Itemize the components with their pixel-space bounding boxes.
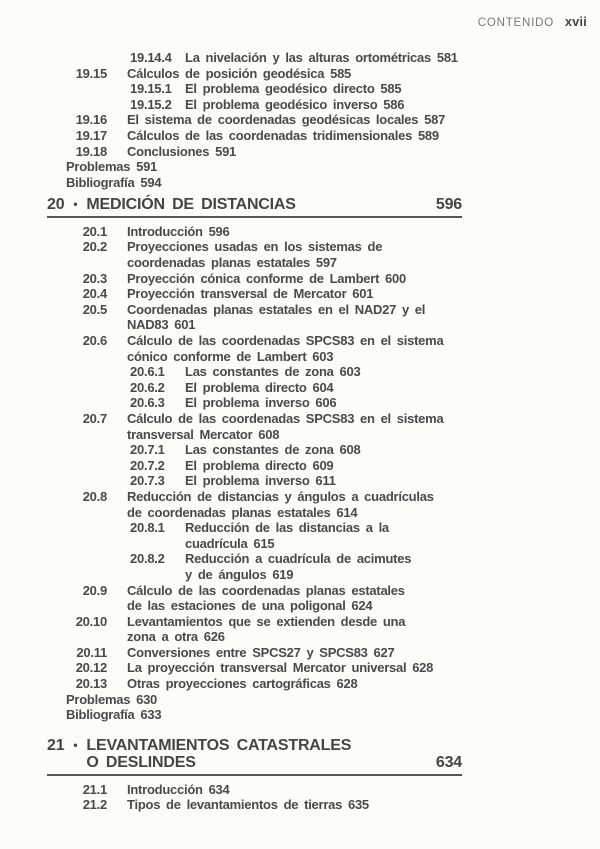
toc-entry-number: 20.5	[82, 301, 107, 317]
toc-entry-text	[185, 520, 389, 551]
chapter-title	[86, 737, 351, 772]
toc-entry-line: El problema directo 604	[185, 379, 334, 395]
chapter-title-line: MEDICIÓN DE DISTANCIAS	[86, 196, 296, 214]
toc-entry-line: La nivelación y las alturas ortométricas 581	[185, 50, 458, 65]
toc-entry-text	[185, 395, 336, 411]
toc-entry-line: Introducción 634	[127, 781, 230, 797]
toc-entry-text	[185, 97, 404, 113]
chapter-page-number: 634	[435, 754, 462, 772]
toc-entry-line: Introducción 596	[127, 223, 230, 239]
toc-entry	[0, 489, 600, 520]
toc-entry	[0, 645, 600, 661]
chapter-heading-row	[47, 737, 462, 772]
chapter-title	[86, 196, 295, 214]
toc-entry-line: y de ángulos 619	[185, 566, 294, 582]
toc-entry-text	[127, 271, 406, 287]
toc-entry-number: 20.10	[75, 613, 107, 629]
toc-entry-text	[185, 458, 333, 474]
toc-entry-number: 20.6	[82, 333, 107, 348]
toc-entry-number: 20.13	[75, 676, 107, 692]
toc-entry	[0, 473, 600, 489]
toc-entry-text	[66, 692, 157, 708]
toc-entry-number: 19.14.4	[130, 50, 172, 65]
toc-entry-number: 20.12	[75, 660, 107, 676]
toc-entry	[0, 692, 600, 708]
toc-entry-text	[127, 144, 236, 160]
toc-entry-line: Cálculo de las coordenadas planas estatales	[127, 582, 405, 598]
toc-entry-line: Reducción de las distancias a la	[185, 520, 389, 536]
toc-entry-line: transversal Mercator 608	[127, 426, 280, 442]
toc-entry	[0, 364, 600, 380]
toc-entry-text	[127, 302, 425, 333]
toc-entry	[0, 442, 600, 458]
toc-entry	[0, 614, 600, 645]
toc-entry-text	[127, 411, 443, 442]
toc-entry-text	[127, 286, 373, 302]
toc-entry-number: 20.4	[82, 286, 107, 302]
toc-entry-line: Reducción a cuadrícula de acimutes	[185, 551, 412, 567]
toc-entry	[0, 239, 600, 270]
toc-entry	[0, 159, 600, 175]
toc-entry-line: Cálculos de las coordenadas tridimensionales 589	[127, 127, 439, 143]
toc-entry-line: El problema inverso 606	[185, 395, 337, 411]
toc-entry	[0, 395, 600, 411]
toc-entry	[0, 128, 600, 144]
toc-entry-number: 19.16	[75, 112, 107, 128]
toc-entry-number: 20.8	[82, 488, 107, 504]
toc-entry-line: Conclusiones 591	[127, 143, 237, 159]
toc-entry-line: Coordenadas planas estatales en el NAD27 y el	[127, 301, 426, 317]
toc-entry-line: Problemas 630	[66, 691, 158, 707]
chapter-title-line: LEVANTAMIENTOS CATASTRALES	[86, 736, 352, 754]
toc-entry-number: 19.15.1	[130, 81, 172, 97]
toc-entry-line: Levantamientos que se extienden desde una	[127, 613, 406, 629]
toc-entry	[0, 551, 600, 582]
toc-entry	[0, 271, 600, 287]
toc-entry	[0, 411, 600, 442]
toc-entry-text	[185, 442, 360, 458]
toc-entry-number: 19.15	[75, 65, 107, 81]
toc-entry-text	[127, 583, 405, 614]
toc-entry	[0, 333, 600, 364]
chapter-heading-row	[47, 196, 462, 214]
toc-entry-text	[185, 81, 401, 97]
toc-entry-text	[127, 676, 357, 692]
toc-entry-line: El problema geodésico inverso 586	[185, 96, 405, 112]
table-of-contents	[0, 50, 600, 813]
toc-entry-line: zona a otra 626	[127, 629, 225, 645]
toc-entry-number: 19.17	[75, 127, 107, 143]
chapter-rule	[47, 216, 462, 218]
toc-entry-text	[185, 364, 360, 380]
toc-entry-line: Problemas 591	[66, 159, 158, 175]
toc-entry-line: El problema directo 609	[185, 457, 334, 473]
toc-entry	[0, 97, 600, 113]
toc-entry	[0, 50, 600, 66]
toc-entry-number: 20.3	[82, 270, 107, 286]
toc-entry-text	[127, 489, 434, 520]
toc-entry-number: 20.8.1	[130, 520, 165, 536]
toc-entry	[0, 112, 600, 128]
toc-entry	[0, 81, 600, 97]
toc-entry-text	[66, 707, 161, 723]
toc-entry-line: Las constantes de zona 603	[185, 364, 361, 380]
toc-entry-number: 20.2	[82, 239, 107, 255]
toc-entry	[0, 175, 600, 191]
toc-entry-number: 20.9	[82, 582, 107, 598]
toc-entry	[0, 458, 600, 474]
toc-entry	[0, 676, 600, 692]
toc-entry-line: NAD83 601	[127, 317, 196, 333]
toc-entry	[0, 66, 600, 82]
toc-entry	[0, 707, 600, 723]
toc-entry-text	[127, 797, 369, 813]
toc-entry	[0, 797, 600, 813]
toc-entry-text	[127, 224, 230, 240]
toc-entry-line: cónico conforme de Lambert 603	[127, 348, 334, 364]
toc-entry-text	[185, 473, 336, 489]
toc-entry-number: 19.15.2	[130, 96, 172, 112]
toc-entry	[0, 380, 600, 396]
chapter-page-number: 596	[435, 196, 462, 214]
toc-entry	[0, 224, 600, 240]
toc-entry-text	[185, 380, 333, 396]
toc-entry-line: El sistema de coordenadas geodésicas locales 587	[127, 112, 446, 128]
toc-entry-line: Reducción de distancias y ángulos a cuadrículas	[127, 488, 434, 504]
toc-entry	[0, 302, 600, 333]
toc-entry-text	[127, 128, 439, 144]
toc-entry-text	[127, 660, 433, 676]
toc-entry-number: 21.2	[82, 797, 107, 813]
chapter-title-line: O DESLINDES	[86, 754, 196, 772]
toc-entry	[0, 782, 600, 798]
toc-entry-number: 21.1	[82, 781, 107, 797]
toc-entry-line: Cálculos de posición geodésica 585	[127, 65, 352, 81]
toc-entry-text	[127, 66, 351, 82]
toc-entry-line: El problema geodésico directo 585	[185, 81, 402, 97]
toc-entry-line: cuadrícula 615	[185, 535, 275, 551]
chapter-heading	[0, 196, 600, 218]
toc-entry-text	[66, 175, 161, 191]
toc-entry-line: Bibliografía 594	[66, 174, 162, 190]
toc-entry-line: El problema inverso 611	[185, 473, 336, 489]
toc-entry-number: 20.11	[76, 644, 107, 660]
chapter-heading-left	[47, 737, 351, 772]
toc-entry-line: Tipos de levantamientos de tierras 635	[127, 797, 369, 813]
toc-entry-text	[127, 782, 230, 798]
toc-entry	[0, 583, 600, 614]
toc-entry-line: Bibliografía 633	[66, 707, 162, 723]
toc-entry-text	[127, 645, 394, 661]
toc-entry-number: 20.6.3	[130, 395, 165, 411]
toc-entry	[0, 286, 600, 302]
toc-entry-number: 20.1	[82, 223, 107, 239]
toc-entry-text	[127, 333, 443, 364]
chapter-number: 21	[47, 736, 65, 754]
toc-entry-line: de las estaciones de una poligonal 624	[127, 598, 373, 614]
toc-entry-line: Cálculo de las coordenadas SPCS83 en el sistema	[127, 333, 444, 348]
running-head-title: CONTENIDO	[477, 17, 554, 29]
toc-entry-line: coordenadas planas estatales 597	[127, 255, 337, 271]
toc-entry	[0, 520, 600, 551]
toc-entry-number: 20.7.1	[130, 442, 165, 458]
toc-entry-line: Otras proyecciones cartográficas 628	[127, 676, 358, 692]
toc-entry	[0, 144, 600, 160]
page-folio: xvii	[564, 15, 587, 29]
toc-entry-line: Proyecciones usadas en los sistemas de	[127, 239, 383, 255]
chapter-heading-left	[47, 196, 296, 214]
toc-entry-line: de coordenadas planas estatales 614	[127, 504, 358, 520]
chapter-number: 20	[47, 196, 65, 214]
toc-entry-text	[185, 50, 458, 66]
toc-entry-number: 20.6.1	[130, 364, 165, 380]
running-head	[478, 15, 587, 29]
toc-entry-line: Conversiones entre SPCS27 y SPCS83 627	[127, 644, 395, 660]
toc-entry-number: 20.6.2	[130, 379, 165, 395]
toc-entry-number: 20.7.2	[130, 457, 165, 473]
toc-entry-text	[185, 551, 411, 582]
toc-entry-line: Las constantes de zona 608	[185, 442, 361, 458]
chapter-bullet-icon: •	[73, 737, 78, 752]
chapter-heading	[0, 737, 600, 776]
toc-entry-number: 20.7	[82, 410, 107, 426]
chapter-bullet-icon: •	[73, 197, 78, 212]
toc-entry	[0, 660, 600, 676]
toc-entry-text	[66, 159, 157, 175]
toc-entry-text	[127, 112, 445, 128]
toc-entry-number: 20.8.2	[130, 551, 165, 567]
toc-entry-text	[127, 614, 405, 645]
chapter-rule	[47, 774, 462, 776]
toc-entry-line: Cálculo de las coordenadas SPCS83 en el sistema	[127, 410, 444, 426]
toc-entry-number: 19.18	[75, 143, 107, 159]
toc-entry-line: Proyección transversal de Mercator 601	[127, 286, 374, 302]
toc-entry-line: Proyección cónica conforme de Lambert 600	[127, 270, 406, 286]
toc-entry-number: 20.7.3	[130, 473, 165, 489]
toc-entry-text	[127, 239, 382, 270]
toc-entry-line: La proyección transversal Mercator universal 628	[127, 660, 434, 676]
